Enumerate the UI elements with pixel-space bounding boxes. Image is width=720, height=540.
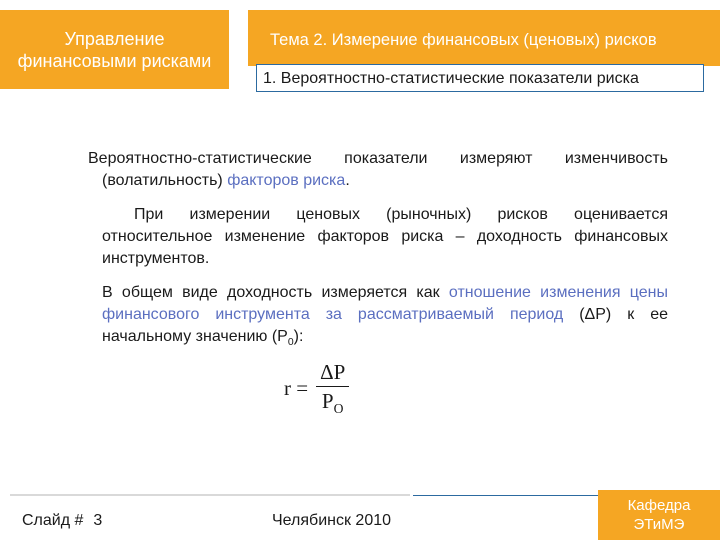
paragraph-3-cont: (ΔP) к ее начальному значению (P: [102, 306, 668, 345]
formula-lhs: r =: [284, 376, 309, 401]
footer-city-year: Челябинск 2010: [272, 512, 392, 529]
course-title-box: [0, 10, 229, 89]
topic-header: [248, 10, 720, 66]
formula-denominator: [322, 387, 344, 417]
formula-denominator-sub: O: [333, 401, 344, 417]
footer-divider-accent: [413, 495, 598, 496]
course-title-line1: Управление: [64, 28, 165, 49]
paragraph-3-text: В общем виде доходность измеряется как: [102, 284, 449, 301]
subtopic-box: [256, 64, 704, 92]
slide-body: [88, 148, 668, 354]
paragraph-1-highlight: факторов риска: [227, 172, 346, 189]
department-box: [598, 490, 720, 540]
formula-denominator-base: P: [321, 389, 334, 413]
paragraph-3-subscript: 0: [287, 337, 294, 349]
paragraph-1-text: Вероятностно-статистические показатели измеряют изменчивость (волатильность): [88, 150, 668, 189]
subtopic-title: 1. Вероятностно-статистические показатели риска: [263, 70, 639, 87]
footer-divider: [10, 494, 410, 496]
paragraph-2: При измерении ценовых (рыночных) рисков оценивается относительное изменение факторов риска – доходность финансовых инструментов.: [102, 206, 668, 267]
paragraph-3-end: ):: [293, 328, 304, 345]
slide-number: [22, 512, 102, 530]
return-formula: [284, 360, 349, 417]
paragraph-1-end: .: [345, 172, 350, 189]
formula-fraction: [316, 360, 349, 417]
department-line2: ЭТиМЭ: [633, 516, 685, 533]
slide-number-label: Слайд #: [22, 512, 84, 529]
paragraph-1: [88, 148, 668, 192]
slide-number-value: 3: [93, 512, 103, 529]
course-title-line2: финансовыми рисками: [17, 50, 212, 71]
paragraph-3-highlight: отношение изменения цены финансового инструмента за рассматриваемый период: [102, 284, 668, 323]
department-line1: Кафедра: [627, 497, 691, 514]
topic-title: Тема 2. Измерение финансовых (ценовых) рисков: [270, 31, 657, 49]
paragraph-3: [88, 282, 668, 354]
formula-numerator: ΔP: [316, 360, 349, 387]
